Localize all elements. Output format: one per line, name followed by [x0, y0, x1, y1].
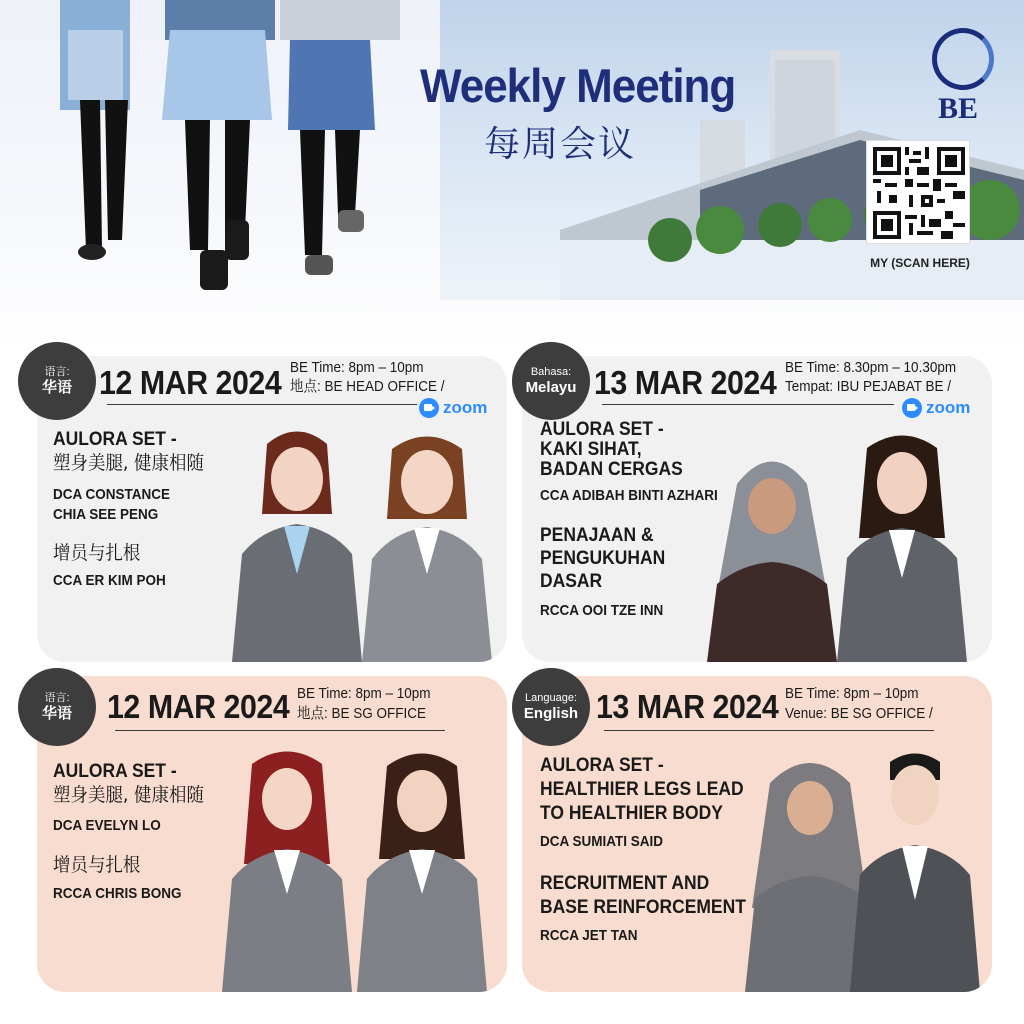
speaker-photo [347, 744, 497, 992]
topic-title: TO HEALTHIER BODY [540, 803, 723, 824]
language-label: Bahasa: [530, 365, 572, 378]
meeting-date: 13 MAR 2024 [594, 364, 777, 401]
speaker-photo [212, 744, 362, 992]
meeting-card-mandarin-hq [37, 356, 507, 662]
speaker-name: CHIA SEE PENG [53, 506, 159, 523]
meeting-date: 12 MAR 2024 [99, 364, 282, 401]
speaker-name: RCCA CHRIS BONG [53, 885, 182, 902]
speaker-name: DCA SUMIATI SAID [540, 833, 664, 850]
language-label: 语言: [44, 365, 70, 378]
language-label: Language: [525, 691, 577, 704]
meeting-venue: 地点: BE SG OFFICE [297, 705, 427, 722]
zoom-icon [902, 398, 922, 418]
topic-title: AULORA SET - [53, 429, 177, 450]
meeting-time: BE Time: 8pm – 10pm [290, 359, 424, 376]
divider [107, 404, 417, 405]
page-title: Weekly Meeting [420, 60, 736, 113]
speaker-name: RCCA OOI TZE INN [540, 602, 664, 619]
meeting-card-mandarin-sg [37, 676, 507, 992]
models-photo [50, 0, 430, 300]
language-badge [18, 342, 96, 420]
language-label: 语言: [44, 691, 70, 704]
topic-title: DASAR [540, 571, 603, 592]
meeting-date: 12 MAR 2024 [107, 688, 290, 725]
zoom-label: zoom [926, 398, 971, 417]
topic-title-chinese: 增员与扎根 [53, 542, 141, 564]
speaker-name: DCA EVELYN LO [53, 817, 161, 834]
language-badge [18, 668, 96, 746]
meeting-venue: Tempat: IBU PEJABAT BE / [785, 378, 952, 395]
qr-code[interactable] [866, 140, 970, 244]
meeting-venue: Venue: BE SG OFFICE / [785, 705, 933, 722]
zoom-logo [419, 398, 487, 418]
qr-label: MY (SCAN HERE) [870, 256, 970, 270]
zoom-icon [419, 398, 439, 418]
meeting-time: BE Time: 8pm – 10pm [297, 685, 431, 702]
speaker-name: CCA ER KIM POH [53, 572, 166, 589]
topic-title: PENAJAAN & [540, 525, 654, 546]
language-value: English [523, 704, 579, 722]
speaker-photo [222, 424, 372, 662]
speaker-name: DCA CONSTANCE [53, 486, 170, 503]
zoom-label: zoom [443, 398, 488, 417]
divider [115, 730, 445, 731]
topic-title: AULORA SET - [540, 419, 664, 440]
topic-title: BASE REINFORCEMENT [540, 897, 746, 918]
topic-title: BADAN CERGAS [540, 459, 683, 480]
topic-title: KAKI SIHAT, [540, 439, 642, 460]
topic-title-chinese: 塑身美腿, 健康相随 [53, 452, 204, 474]
meeting-time: BE Time: 8.30pm – 10.30pm [785, 359, 957, 376]
page-title-chinese: 每周会议 [484, 124, 637, 165]
qr-code-icon [873, 147, 965, 239]
language-badge [512, 342, 590, 420]
header-banner [0, 0, 1024, 345]
language-value: 华语 [41, 704, 72, 722]
meeting-card-malay-hq [522, 356, 992, 662]
topic-title: AULORA SET - [53, 761, 177, 782]
logo-text: BE [938, 92, 979, 125]
speaker-photo [352, 424, 502, 662]
topic-title: AULORA SET - [540, 755, 664, 776]
zoom-logo [902, 398, 970, 418]
language-value: Melayu [525, 378, 577, 396]
topic-title-chinese: 增员与扎根 [53, 854, 141, 876]
language-badge [512, 668, 590, 746]
speaker-photo [840, 740, 990, 992]
topic-title: HEALTHIER LEGS LEAD [540, 779, 744, 800]
meeting-date: 13 MAR 2024 [596, 688, 779, 725]
meeting-time: BE Time: 8pm – 10pm [785, 685, 919, 702]
speaker-photo [702, 444, 842, 662]
speaker-name: CCA ADIBAH BINTI AZHARI [540, 487, 718, 504]
topic-title: RECRUITMENT AND [540, 873, 710, 894]
topic-title: PENGUKUHAN [540, 548, 666, 569]
divider [602, 404, 894, 405]
language-value: 华语 [41, 378, 72, 396]
speaker-photo [827, 428, 977, 662]
divider [604, 730, 934, 731]
meeting-card-english-sg [522, 676, 992, 992]
logo-ring-icon [932, 28, 994, 90]
topic-title-chinese: 塑身美腿, 健康相随 [53, 784, 204, 806]
be-logo [922, 22, 1002, 132]
meeting-venue: 地点: BE HEAD OFFICE / [290, 378, 445, 395]
speaker-name: RCCA JET TAN [540, 927, 638, 944]
